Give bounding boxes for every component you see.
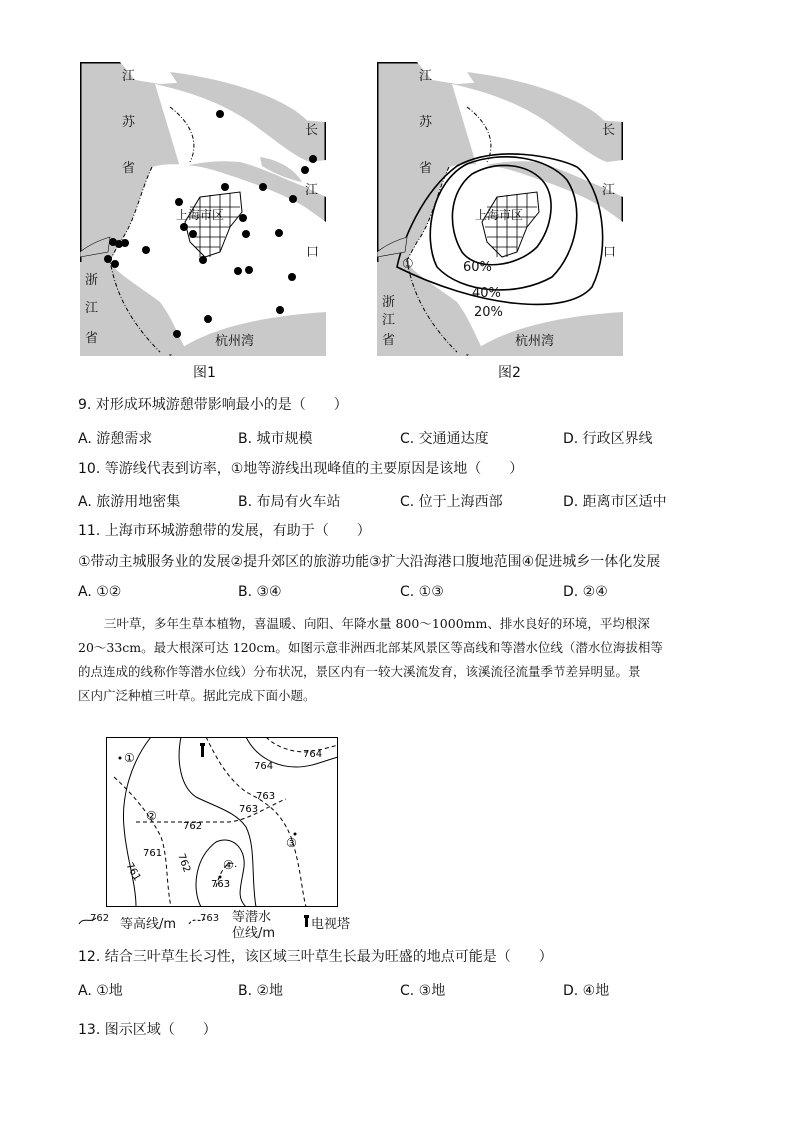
map1-label-chang: 长 <box>305 123 319 138</box>
q10-option-b: B. 布局有火车站 <box>238 494 341 510</box>
map1-label-jiang3: 江 <box>85 301 99 316</box>
contour-label-761a: 761 <box>143 848 163 859</box>
contour-label-764b: 764 <box>254 761 274 772</box>
figure-1-caption: 图1 <box>193 365 216 381</box>
figure-1-map <box>80 62 326 356</box>
contour-label-764a: 764 <box>303 749 323 760</box>
q12-option-d: D. ④地 <box>563 983 610 999</box>
legend-water-sample: 763 <box>200 913 220 924</box>
map1-label-kou: 口 <box>306 245 320 260</box>
contour-label-762a: 762 <box>183 821 203 832</box>
map-point-4: ④ <box>223 858 234 872</box>
q9-option-d: D. 行政区界线 <box>563 431 653 447</box>
map2-label-zhe: 浙 <box>382 295 396 310</box>
question-13-stem: 13. 图示区域（ ） <box>78 1022 217 1038</box>
map-point-3: ③ <box>286 836 297 850</box>
q10-option-d: D. 距离市区适中 <box>563 494 667 510</box>
passage-line-2: 20～33cm。最大根深可达 120cm。如图示意非洲西北部某风景区等高线和等潜水位线（潜水位海拔相等 <box>78 640 663 655</box>
q12-option-a: A. ①地 <box>78 983 123 999</box>
map1-label-jiang: 江 <box>122 69 136 84</box>
q9-option-b: B. 城市规模 <box>238 431 313 447</box>
map2-marker-1: ① <box>402 257 414 272</box>
contour-label-763b: 763 <box>239 804 259 815</box>
legend-water-label: 等潜水 <box>232 910 272 925</box>
figure-2-map <box>377 62 623 356</box>
q12-option-b: B. ②地 <box>238 983 284 999</box>
legend-contour-label: 等高线/m <box>120 917 177 932</box>
isoline-label-20: 20% <box>474 305 503 320</box>
map-point-1: ① <box>124 751 135 765</box>
contour-label-763a: 763 <box>256 791 276 802</box>
map1-label-zhe: 浙 <box>85 273 99 288</box>
map1-label-sheng2: 省 <box>85 331 99 346</box>
map2-label-sheng2: 省 <box>382 333 396 348</box>
isoline-label-60: 60% <box>463 260 492 275</box>
q12-option-c: C. ③地 <box>400 983 446 999</box>
contour-map <box>106 737 338 907</box>
map2-label-jiang: 江 <box>419 69 433 84</box>
passage-line-4: 区内广泛种植三叶草。据此完成下面小题。 <box>78 688 316 703</box>
q9-option-a: A. 游憩需求 <box>78 431 153 447</box>
map1-label-city: 上海市区 <box>176 208 225 222</box>
map-point-2: ② <box>146 809 157 823</box>
map1-label-su: 苏 <box>122 115 136 130</box>
question-11-stem: 11. 上海市环城游憩带的发展，有助于（ ） <box>78 523 371 539</box>
map2-label-sheng: 省 <box>419 161 433 176</box>
map2-label-kou: 口 <box>603 245 617 260</box>
legend-tower-label: 电视塔 <box>311 917 351 932</box>
question-9-stem: 9. 对形成环城游憩带影响最小的是（ ） <box>78 397 348 413</box>
q10-option-a: A. 旅游用地密集 <box>78 494 181 510</box>
contour-label-763c: 763 <box>211 879 231 890</box>
map2-label-jiang3: 江 <box>382 313 396 328</box>
q9-option-c: C. 交通通达度 <box>400 431 489 447</box>
map2-label-city: 上海市区 <box>475 208 524 222</box>
map2-label-su: 苏 <box>419 115 433 130</box>
map1-label-bay: 杭州湾 <box>215 334 255 349</box>
map2-label-bay: 杭州湾 <box>515 334 555 349</box>
map1-label-sheng: 省 <box>122 161 136 176</box>
question-11-statements: ①带动主城服务业的发展②提升郊区的旅游功能③扩大沿海港口腹地范围④促进城乡一体化发展 <box>78 554 661 570</box>
map2-label-chang: 长 <box>602 123 616 138</box>
question-10-stem: 10. 等游线代表到访率，①地等游线出现峰值的主要原因是该地（ ） <box>78 461 524 477</box>
legend-water-label-2: 位线/m <box>232 926 276 941</box>
passage-line-3: 的点连成的线称作等潜水位线）分布状况，景区内有一较大溪流发育，该溪流径流量季节差异明显。景 <box>78 664 641 679</box>
q11-option-c: C. ①③ <box>400 584 444 600</box>
contour-label-761b: 761 <box>123 861 143 884</box>
map2-label-jiang2: 江 <box>602 183 616 198</box>
question-12-stem: 12. 结合三叶草生长习性，该区域三叶草生长最为旺盛的地点可能是（ ） <box>78 949 553 965</box>
q11-option-b: B. ③④ <box>238 584 282 600</box>
legend-contour-sample: 762 <box>90 913 110 924</box>
q11-option-a: A. ①② <box>78 584 122 600</box>
contour-label-762b: 762 <box>175 852 193 874</box>
reading-passage <box>78 612 718 708</box>
passage-line-1: 三叶草，多年生草本植物，喜温暖、向阳、年降水量 800～1000mm、排水良好的环境，平均根深 <box>104 616 650 631</box>
q11-option-d: D. ②④ <box>563 584 608 600</box>
q10-option-c: C. 位于上海西部 <box>400 494 503 510</box>
legend-tower-icon <box>303 914 311 928</box>
figure-2-caption: 图2 <box>498 365 521 381</box>
map1-label-jiang2: 江 <box>305 183 319 198</box>
isoline-label-40: 40% <box>472 286 501 301</box>
